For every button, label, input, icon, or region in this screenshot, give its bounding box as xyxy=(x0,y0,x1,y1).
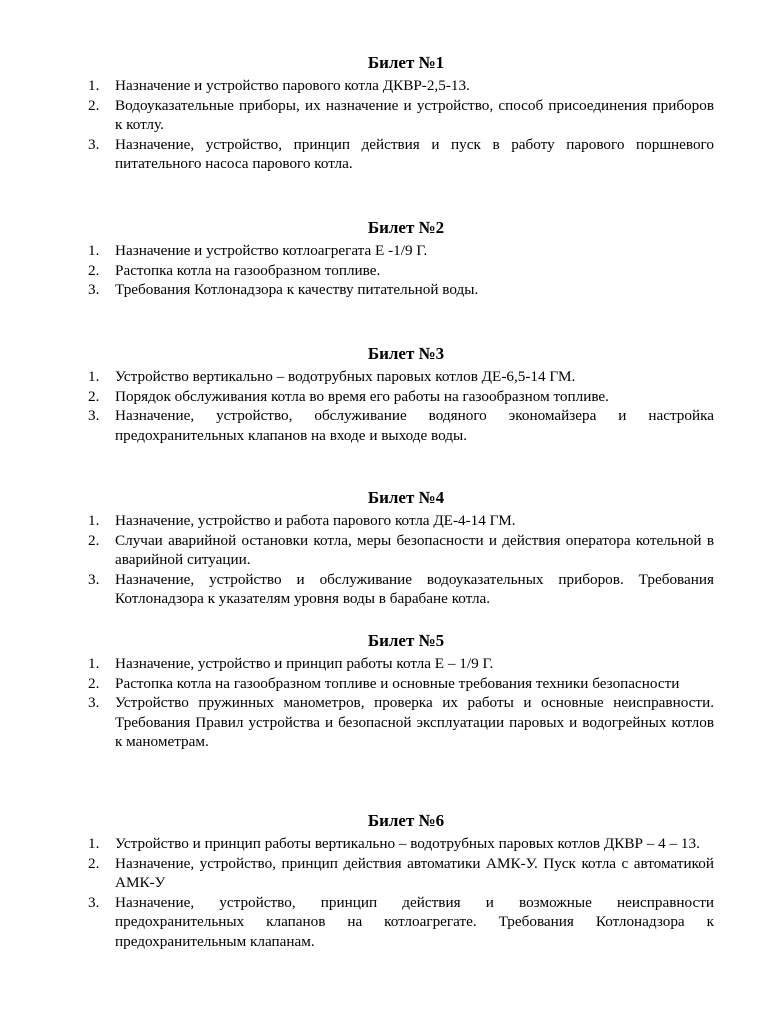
question-text: Назначение, устройство, принцип действия и пуск в работу парового поршневого питательного насоса парового котла. xyxy=(115,135,714,172)
ticket-title: Билет №2 xyxy=(367,218,445,237)
question-number: 3. xyxy=(88,281,100,298)
question-text: Растопка котла на газообразном топливе и основные требования техники безопасности xyxy=(115,674,680,692)
question-text: Назначение, устройство и обслуживание водоуказательных приборов. Требования Котлонадзора к указателям уровня воды в барабане котла. xyxy=(115,570,714,607)
question-number: 1. xyxy=(88,655,100,672)
question-text: Растопка котла на газообразном топливе. xyxy=(115,261,381,279)
question-number: 1. xyxy=(88,368,100,385)
question-number: 2. xyxy=(88,854,100,872)
question-number: 2. xyxy=(88,96,100,114)
question-number: 3. xyxy=(88,570,100,588)
ticket-3 xyxy=(88,343,714,445)
question-text: Требования Котлонадзора к качеству питательной воды. xyxy=(115,281,479,298)
question-text: Случаи аварийной остановки котла, меры безопасности и действия оператора котельной в аварийной ситуации. xyxy=(115,531,714,568)
ticket-1 xyxy=(88,52,714,174)
question-number: 3. xyxy=(88,694,100,711)
question-text: Назначение и устройство котлоагрегата Е -1/9 Г. xyxy=(115,242,428,259)
question-item xyxy=(88,280,714,300)
question-text: Назначение и устройство парового котла ДКВР-2,5-13. xyxy=(115,77,470,94)
question-number: 1. xyxy=(88,512,100,529)
question-item xyxy=(88,261,714,281)
question-item xyxy=(88,367,714,387)
question-item xyxy=(88,511,714,531)
question-item xyxy=(88,674,714,694)
question-number: 1. xyxy=(88,77,100,94)
question-item xyxy=(88,387,714,407)
ticket-5 xyxy=(88,630,714,752)
question-item xyxy=(88,531,714,570)
question-item xyxy=(88,834,714,854)
ticket-title: Билет №3 xyxy=(367,344,445,363)
question-number: 3. xyxy=(88,135,100,153)
question-text: Назначение, устройство, принцип действия автоматики АМК-У. Пуск котла с автоматикой АМК-У xyxy=(115,854,714,891)
question-item xyxy=(88,654,714,674)
question-number: 1. xyxy=(88,835,100,852)
question-number: 2. xyxy=(88,674,100,692)
question-text: Порядок обслуживания котла во время его работы на газообразном топливе. xyxy=(115,387,609,405)
question-item xyxy=(88,693,714,752)
question-text: Устройство и принцип работы вертикально – водотрубных паровых котлов ДКВР – 4 – 13. xyxy=(115,835,700,852)
question-item xyxy=(88,241,714,261)
question-text: Устройство пружинных манометров, проверка их работы и основные неисправности. Требования Правил устройства и безопасной эксплуатации паровых и водогрейных котлов к манометрам. xyxy=(115,694,714,750)
question-text: Назначение, устройство, обслуживание водяного экономайзера и настройка предохранительных клапанов на входе и выходе воды. xyxy=(115,407,714,444)
ticket-title: Билет №4 xyxy=(367,488,445,507)
ticket-6 xyxy=(88,810,714,951)
question-item xyxy=(88,893,714,952)
question-item xyxy=(88,135,714,174)
question-item xyxy=(88,96,714,135)
question-text: Назначение, устройство и принцип работы котла Е – 1/9 Г. xyxy=(115,655,494,672)
question-number: 2. xyxy=(88,531,100,549)
question-text: Водоуказательные приборы, их назначение и устройство, способ присоединения приборов к котлу. xyxy=(115,96,714,133)
question-text: Назначение, устройство и работа парового котла ДЕ-4-14 ГМ. xyxy=(115,512,516,529)
ticket-title: Билет №1 xyxy=(367,53,445,72)
question-number: 2. xyxy=(88,387,100,405)
ticket-4 xyxy=(88,487,714,609)
ticket-2 xyxy=(88,217,714,300)
question-text: Назначение, устройство, принцип действия и возможные неисправности предохранительных клапанов на котлоагрегате. Требования Котлонадзора к предохранительным клапанам. xyxy=(115,893,714,950)
question-item xyxy=(88,854,714,893)
question-number: 1. xyxy=(88,242,100,259)
question-item xyxy=(88,76,714,96)
question-item xyxy=(88,406,714,445)
question-item xyxy=(88,570,714,609)
question-number: 3. xyxy=(88,407,100,424)
question-text: Устройство вертикально – водотрубных паровых котлов ДЕ-6,5-14 ГМ. xyxy=(115,368,576,385)
question-number: 2. xyxy=(88,261,100,279)
ticket-title: Билет №5 xyxy=(367,631,445,650)
question-number: 3. xyxy=(88,893,100,911)
ticket-title: Билет №6 xyxy=(367,811,445,830)
